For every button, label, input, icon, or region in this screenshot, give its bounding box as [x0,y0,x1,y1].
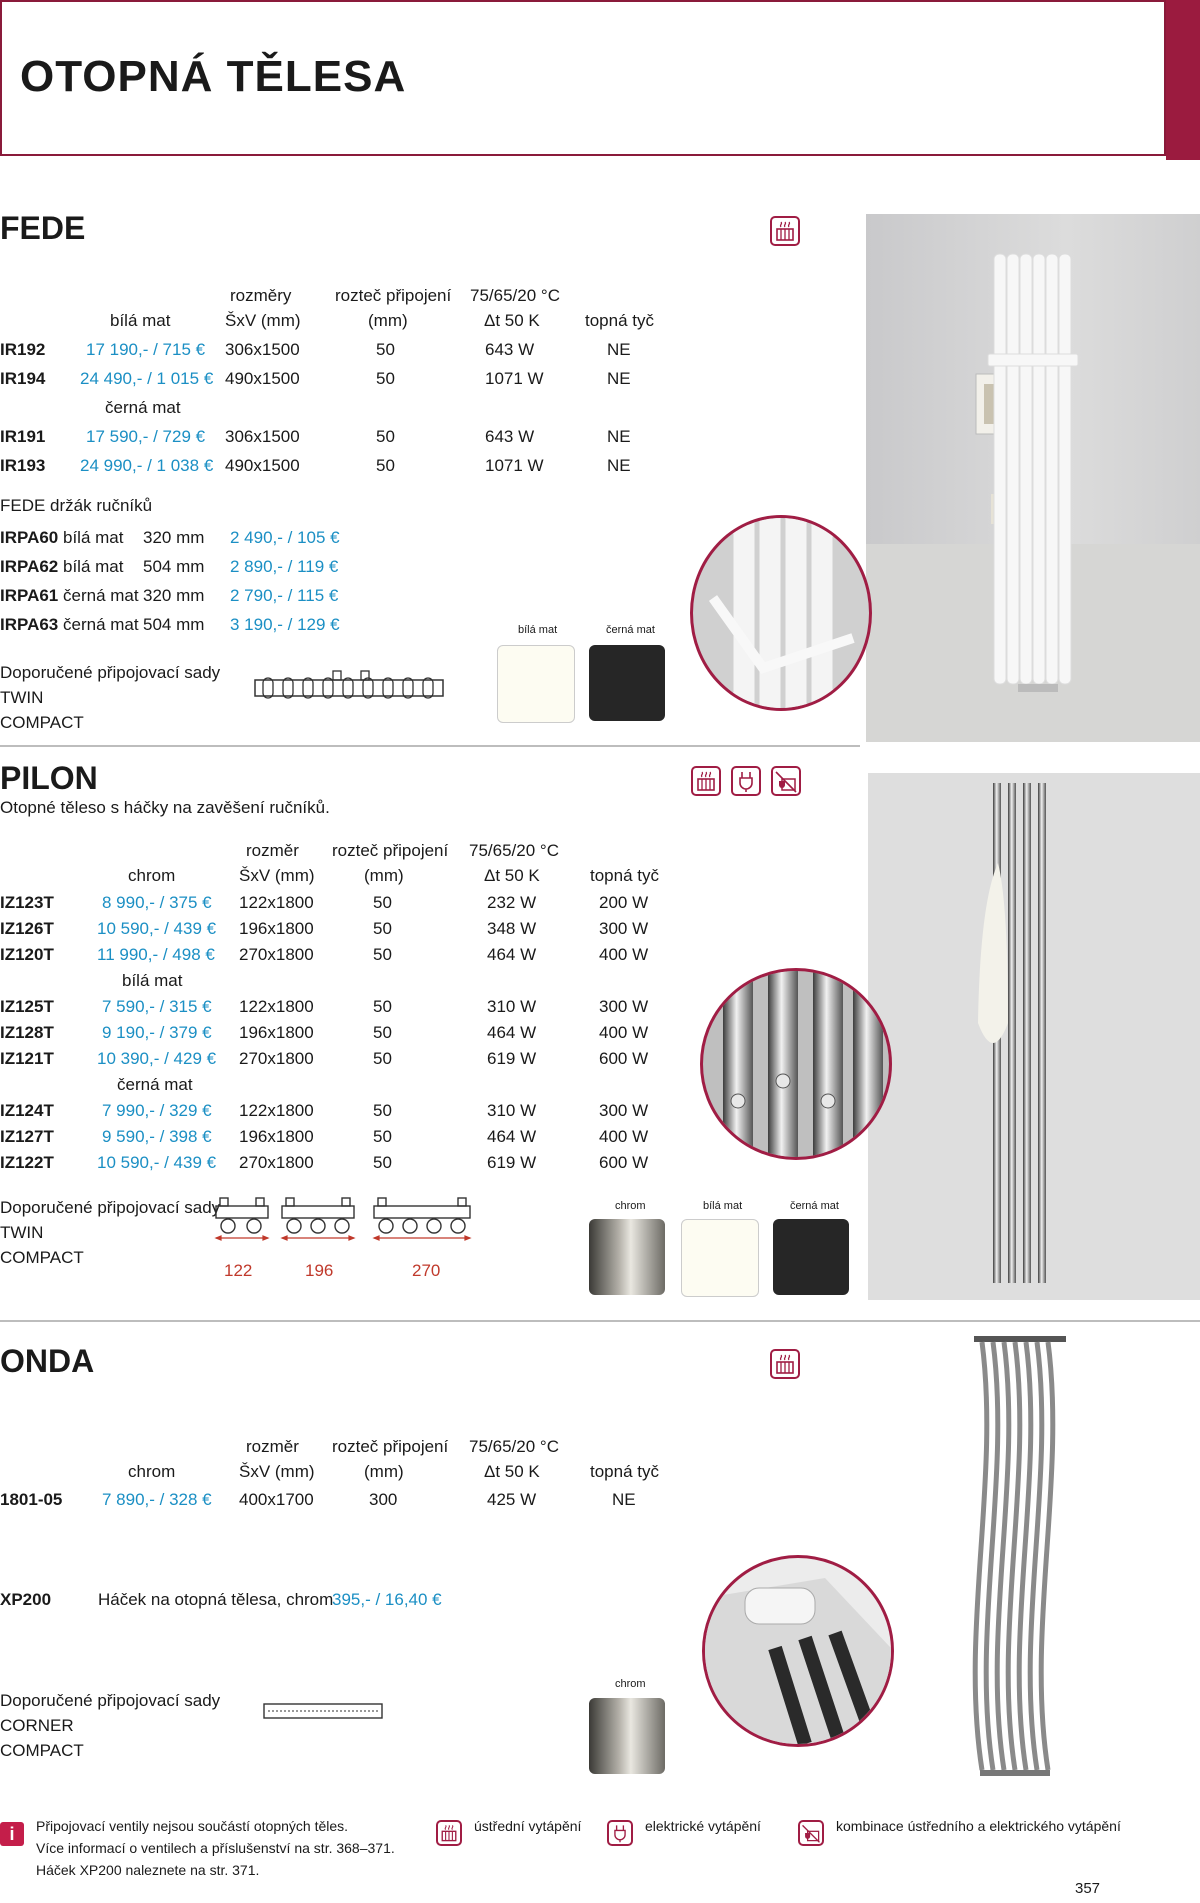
product-code: IR193 [0,456,46,475]
swatch-label: černá mat [790,1200,839,1212]
footer-note: Háček XP200 naleznete na str. 371. [36,1862,260,1878]
electric-heating-icon [731,766,761,796]
product-rod: 300 W [599,997,649,1016]
pilon-power-header-2: Δt 50 K [484,866,540,885]
product-rod: NE [607,427,631,446]
section-divider [0,745,860,747]
product-power: 310 W [487,997,537,1016]
fede-dims-header-2: ŠxV (mm) [225,311,301,330]
kit-name: CORNER [0,1716,74,1735]
product-dims: 270x1800 [239,1049,314,1068]
kit-name: COMPACT [0,713,84,732]
pilon-group-label: chrom [128,866,176,885]
product-dims: 490x1500 [225,369,300,388]
fede-kit-diagram [253,668,446,702]
product-price: 10 590,- / 439 € [97,919,217,938]
product-code: IR192 [0,340,46,359]
product-power: 348 W [487,919,537,938]
product-rod: NE [607,340,631,359]
swatch-label: bílá mat [703,1200,743,1212]
hook-description: Háček na otopná tělesa, chrom [98,1590,334,1609]
onda-product-photo [960,1330,1080,1785]
product-price: 24 490,- / 1 015 € [80,369,214,388]
onda-group-label: chrom [128,1462,176,1481]
product-pitch: 300 [369,1490,398,1509]
swatch-label: chrom [615,1200,646,1212]
product-price: 7 990,- / 329 € [102,1101,212,1120]
pilon-detail-photo [700,968,892,1160]
onda-kit-diagram [262,1700,384,1722]
swatch-white-matte [681,1219,759,1297]
product-code: IZ123T [0,893,54,912]
swatch-black-matte [589,645,665,721]
pilon-group-label: bílá mat [122,971,183,990]
page-title: OTOPNÁ TĚLESA [20,52,407,101]
pilon-power-header: 75/65/20 °C [469,841,559,860]
fede-pitch-header: rozteč připojení [335,286,452,305]
kit-name: COMPACT [0,1248,84,1267]
central-heating-icon [436,1820,462,1846]
page-number: 357 [1075,1880,1101,1897]
fede-detail-photo [690,515,872,711]
product-price: 10 590,- / 439 € [97,1153,217,1172]
legend-label: elektrické vytápění [645,1818,761,1834]
product-rod: NE [607,456,631,475]
fede-group-label: černá mat [105,398,181,417]
swatch-white-matte [497,645,575,723]
holder-size: 504 mm [143,615,205,634]
product-price: 24 990,- / 1 038 € [80,456,214,475]
product-power: 1071 W [485,456,544,475]
swatch-label: chrom [615,1678,646,1690]
product-price: 8 990,- / 375 € [102,893,212,912]
product-dims: 122x1800 [239,997,314,1016]
pilon-kit-diagram [210,1196,480,1266]
pilon-subtitle: Otopné těleso s háčky na zavěšení ručníků. [0,798,330,817]
product-rod: 600 W [599,1153,649,1172]
product-pitch: 50 [376,369,395,388]
product-code: IZ125T [0,997,54,1016]
product-rod: 400 W [599,1023,649,1042]
product-code: IZ122T [0,1153,54,1172]
product-power: 643 W [485,340,535,359]
onda-rod-header: topná tyč [590,1462,659,1481]
onda-pitch-header-2: (mm) [364,1462,404,1481]
product-rod: 200 W [599,893,649,912]
product-pitch: 50 [373,1153,392,1172]
onda-kits-title: Doporučené připojovací sady [0,1691,221,1710]
pilon-dims-header: rozměr [246,841,299,860]
holder-price: 2 490,- / 105 € [230,528,340,547]
product-price: 9 190,- / 379 € [102,1023,212,1042]
product-power: 619 W [487,1049,537,1068]
product-code: IZ126T [0,919,54,938]
fede-rod-header: topná tyč [585,311,654,330]
product-code: IZ120T [0,945,54,964]
product-power: 310 W [487,1101,537,1120]
swatch-chrome [589,1698,665,1774]
kit-name: COMPACT [0,1741,84,1760]
product-dims: 306x1500 [225,427,300,446]
fede-holder-title: FEDE držák ručníků [0,496,153,515]
product-price: 17 190,- / 715 € [86,340,206,359]
footer-note: Připojovací ventily nejsou součástí otopných těles. [36,1818,349,1834]
holder-code: IRPA61 [0,586,59,605]
kit-name: TWIN [0,688,44,707]
fede-dims-header: rozměry [230,286,292,305]
electric-heating-icon [607,1820,633,1846]
product-power: 1071 W [485,369,544,388]
product-pitch: 50 [373,997,392,1016]
product-pitch: 50 [373,1127,392,1146]
holder-finish: bílá mat [63,557,124,576]
onda-dims-header: rozměr [246,1437,299,1456]
product-pitch: 50 [373,1101,392,1120]
product-dims: 270x1800 [239,945,314,964]
product-power: 464 W [487,1127,537,1146]
product-price: 11 990,- / 498 € [97,945,215,964]
product-code: IZ124T [0,1101,54,1120]
holder-code: IRPA62 [0,557,59,576]
product-price: 7 890,- / 328 € [102,1490,212,1509]
product-power: 619 W [487,1153,537,1172]
product-rod: 300 W [599,1101,649,1120]
product-pitch: 50 [373,1023,392,1042]
onda-dims-header-2: ŠxV (mm) [239,1462,315,1481]
combined-heating-icon [798,1820,824,1846]
fede-power-header: 75/65/20 °C [470,286,560,305]
holder-price: 2 790,- / 115 € [230,586,339,605]
pilon-pitch-header: rozteč připojení [332,841,449,860]
product-pitch: 50 [373,919,392,938]
fede-product-photo [866,214,1200,742]
onda-pitch-header: rozteč připojení [332,1437,449,1456]
holder-size: 504 mm [143,557,205,576]
product-dims: 490x1500 [225,456,300,475]
page-header-accent-bar [1166,0,1200,160]
product-price: 9 590,- / 398 € [102,1127,212,1146]
fede-title: FEDE [0,210,86,246]
holder-code: IRPA63 [0,615,59,634]
product-dims: 122x1800 [239,893,314,912]
product-code: IZ127T [0,1127,54,1146]
footer-note: Více informací o ventilech a příslušenství na str. 368–371. [36,1840,395,1856]
pilon-product-photo [868,773,1200,1300]
legend-label: ústřední vytápění [474,1818,582,1834]
product-power: 232 W [487,893,537,912]
product-rod: 300 W [599,919,649,938]
holder-finish: bílá mat [63,528,124,547]
product-dims: 196x1800 [239,1023,314,1042]
product-dims: 306x1500 [225,340,300,359]
swatch-chrome [589,1219,665,1295]
swatch-label: bílá mat [518,624,558,636]
onda-power-header: 75/65/20 °C [469,1437,559,1456]
product-pitch: 50 [376,340,395,359]
holder-finish: černá mat [63,586,139,605]
product-pitch: 50 [373,893,392,912]
holder-size: 320 mm [143,528,205,547]
product-pitch: 50 [376,456,395,475]
hook-price: 395,- / 16,40 € [332,1590,442,1609]
holder-price: 2 890,- / 119 € [230,557,339,576]
product-power: 464 W [487,1023,537,1042]
holder-size: 320 mm [143,586,205,605]
holder-code: IRPA60 [0,528,59,547]
product-power: 425 W [487,1490,537,1509]
product-code: IR194 [0,369,46,388]
holder-price: 3 190,- / 129 € [230,615,340,634]
product-code: IZ128T [0,1023,54,1042]
product-power: 464 W [487,945,537,964]
legend-label: kombinace ústředního a elektrického vytápění [836,1818,1121,1834]
onda-power-header-2: Δt 50 K [484,1462,540,1481]
fede-power-header-2: Δt 50 K [484,311,540,330]
product-dims: 122x1800 [239,1101,314,1120]
width-label: 122 [224,1261,253,1280]
product-code: IR191 [0,427,46,446]
pilon-title: PILON [0,760,98,796]
central-heating-icon [770,1349,800,1379]
product-code: 1801-05 [0,1490,63,1509]
fede-group-label: bílá mat [110,311,171,330]
product-power: 643 W [485,427,535,446]
central-heating-icon [691,766,721,796]
product-price: 17 590,- / 729 € [86,427,206,446]
product-price: 10 390,- / 429 € [97,1049,217,1068]
product-pitch: 50 [376,427,395,446]
product-rod: 400 W [599,945,649,964]
product-price: 7 590,- / 315 € [102,997,212,1016]
product-dims: 400x1700 [239,1490,314,1509]
product-dims: 196x1800 [239,1127,314,1146]
info-icon: i [0,1822,24,1846]
product-pitch: 50 [373,945,392,964]
product-dims: 270x1800 [239,1153,314,1172]
pilon-kits-title: Doporučené připojovací sady [0,1198,221,1217]
product-pitch: 50 [373,1049,392,1068]
product-rod: 600 W [599,1049,649,1068]
onda-detail-photo [702,1555,894,1747]
width-label: 196 [305,1261,334,1280]
pilon-dims-header-2: ŠxV (mm) [239,866,315,885]
holder-finish: černá mat [63,615,139,634]
fede-pitch-header-2: (mm) [368,311,408,330]
onda-title: ONDA [0,1343,95,1379]
swatch-black-matte [773,1219,849,1295]
product-dims: 196x1800 [239,919,314,938]
product-rod: 400 W [599,1127,649,1146]
central-heating-icon [770,216,800,246]
kit-name: TWIN [0,1223,44,1242]
product-code: IZ121T [0,1049,54,1068]
section-divider [0,1320,1200,1322]
pilon-group-label: černá mat [117,1075,193,1094]
fede-kits-title: Doporučené připojovací sady [0,663,221,682]
combined-heating-icon [771,766,801,796]
swatch-label: černá mat [606,624,655,636]
width-label: 270 [412,1261,441,1280]
pilon-rod-header: topná tyč [590,866,659,885]
pilon-pitch-header-2: (mm) [364,866,404,885]
product-rod: NE [612,1490,636,1509]
hook-code: XP200 [0,1590,52,1609]
product-rod: NE [607,369,631,388]
